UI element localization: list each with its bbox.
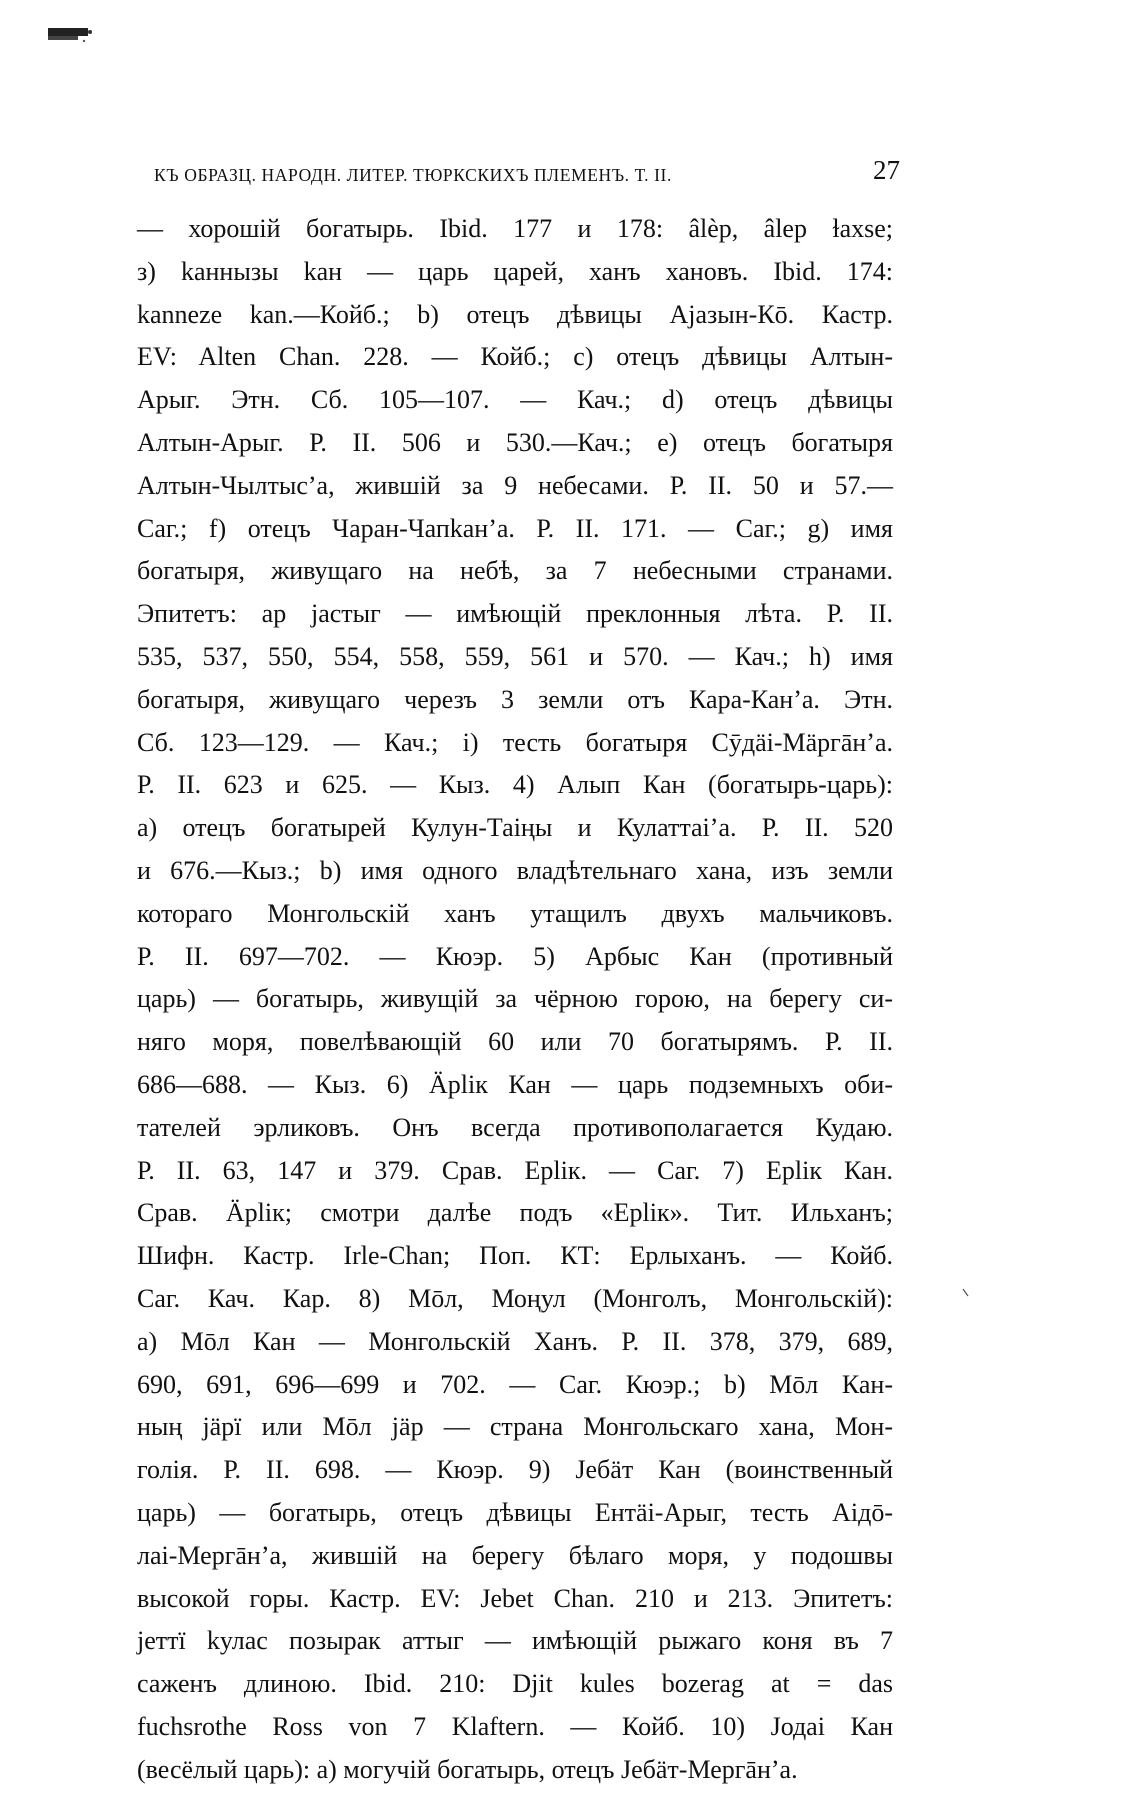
text-line: fuchsrothe Ross von 7 Klaftern. — Койб. 10) Јодаi Кан — [137, 1711, 893, 1741]
text-line: Шифн. Кастр. Irle-Chan; Поп. КТ: Ерлыханъ. — Койб. — [137, 1241, 893, 1271]
text-line: няго моря, повелѣвающій 60 или 70 богатырямъ. Р. II. — [137, 1027, 893, 1057]
margin-mark — [962, 1288, 970, 1298]
text-line: Саг. Кач. Кар. 8) Мōл, Моңул (Монголъ, Монгольскій): — [137, 1283, 893, 1313]
page-number: 27 — [873, 155, 900, 185]
text-line: Сб. 123—129. — Кач.; i) тесть богатыря Сӯдäi-Мäргāнʼа. — [137, 727, 893, 757]
text-line: Алтын-Чылтысʼа, жившій за 9 небесами. Р. II. 50 и 57.— — [137, 470, 893, 500]
text-line: з) kaннызы kан — царь царей, ханъ хановъ. Ibid. 174: — [137, 256, 893, 286]
text-line: котораго Монгольскій ханъ утащилъ двухъ мальчиковъ. — [137, 898, 893, 928]
body-text — [137, 208, 893, 1791]
corner-ink-blot — [48, 24, 94, 44]
text-line: — хорошій богатырь. Ibid. 177 и 178: âlèp, âlep ɫaxse; — [137, 214, 893, 243]
text-line: kanneze kan.—Койб.; b) отецъ дѣвицы Аjазын-Кō. Кастр. — [137, 299, 893, 329]
text-line: 690, 691, 696—699 и 702. — Саг. Кюэр.; b) Мōл Кан- — [137, 1369, 893, 1399]
text-line: jеттï kулас позырак аттыг — имѣющій рыжаго коня въ 7 — [137, 1626, 893, 1656]
text-line: а) Мōл Кан — Монгольскій Ханъ. Р. II. 378, 379, 689, — [137, 1326, 893, 1356]
text-line: Р. II. 623 и 625. — Кыз. 4) Алып Кан (богатырь-царь): — [137, 770, 893, 800]
text-line: саженъ длиною. Ibid. 210: Djit kules bozerag at = das — [137, 1669, 893, 1699]
text-line: и 676.—Кыз.; b) имя одного владѣтельнаго хана, изъ земли — [137, 855, 893, 885]
text-line: тателей эрликовъ. Онъ всегда противополагается Кудаю. — [137, 1112, 893, 1142]
text-line: а) отецъ богатырей Кулун-Таiңы и Кулаттаiʼа. Р. II. 520 — [137, 813, 893, 843]
text-line: ның jäрï или Мōл jäр — страна Монгольскаго хана, Мон- — [137, 1412, 893, 1442]
text-line: царь) — богатырь, отецъ дѣвицы Ентäi-Арыг, тесть Аiдō- — [137, 1497, 893, 1527]
text-line: Срав. Äрlік; смотри далѣе подъ «Ерlік». Тит. Ильханъ; — [137, 1198, 893, 1228]
text-line: 535, 537, 550, 554, 558, 559, 561 и 570. — Кач.; h) имя — [137, 641, 893, 671]
text-line: Р. II. 63, 147 и 379. Срав. Ерlік. — Саг. 7) Ерlік Кан. — [137, 1155, 893, 1185]
text-line: царь) — богатырь, живущій за чёрною горою, на берегу си- — [137, 984, 893, 1014]
running-header — [140, 155, 900, 195]
text-line: Р. II. 697—702. — Кюэр. 5) Арбыс Кан (противный — [137, 941, 893, 971]
text-line: Саг.; f) отецъ Чаран-Чапkанʼа. Р. II. 171. — Саг.; g) имя — [137, 513, 893, 543]
text-line: высокой горы. Кастр. EV: Jebet Chan. 210 и 213. Эпитетъ: — [137, 1583, 893, 1613]
text-line: богатыря, живущаго на небѣ, за 7 небесными странами. — [137, 556, 893, 586]
text-line: Арыг. Этн. Сб. 105—107. — Кач.; d) отецъ дѣвицы — [137, 385, 893, 415]
running-title: КЪ ОБРАЗЦ. НАРОДН. ЛИТЕР. ТЮРКСКИХЪ ПЛЕМЕНЪ. Т. II. — [154, 165, 672, 185]
text-line: голія. Р. II. 698. — Кюэр. 9) Јебäт Кан (воинственный — [137, 1455, 893, 1485]
text-line: EV: Alten Chan. 228. — Койб.; с) отецъ дѣвицы Алтын- — [137, 342, 893, 372]
text-line: богатыря, живущаго черезъ 3 земли отъ Кара-Канʼа. Этн. — [137, 684, 893, 714]
text-line: (весёлый царь): а) могучій богатырь, отецъ Јебäт-Мергāнʼа. — [137, 1754, 798, 1784]
text-line: лаi-Мергāнʼа, жившій на берегу бѣлаго моря, у подошвы — [137, 1540, 893, 1570]
text-line: 686—688. — Кыз. 6) Äрlік Кан — царь подземныхъ оби- — [137, 1069, 893, 1099]
text-line: Эпитетъ: ар jастыг — имѣющій преклонныя лѣта. Р. II. — [137, 599, 893, 629]
text-line: Алтын-Арыг. Р. II. 506 и 530.—Кач.; е) отецъ богатыря — [137, 427, 893, 457]
